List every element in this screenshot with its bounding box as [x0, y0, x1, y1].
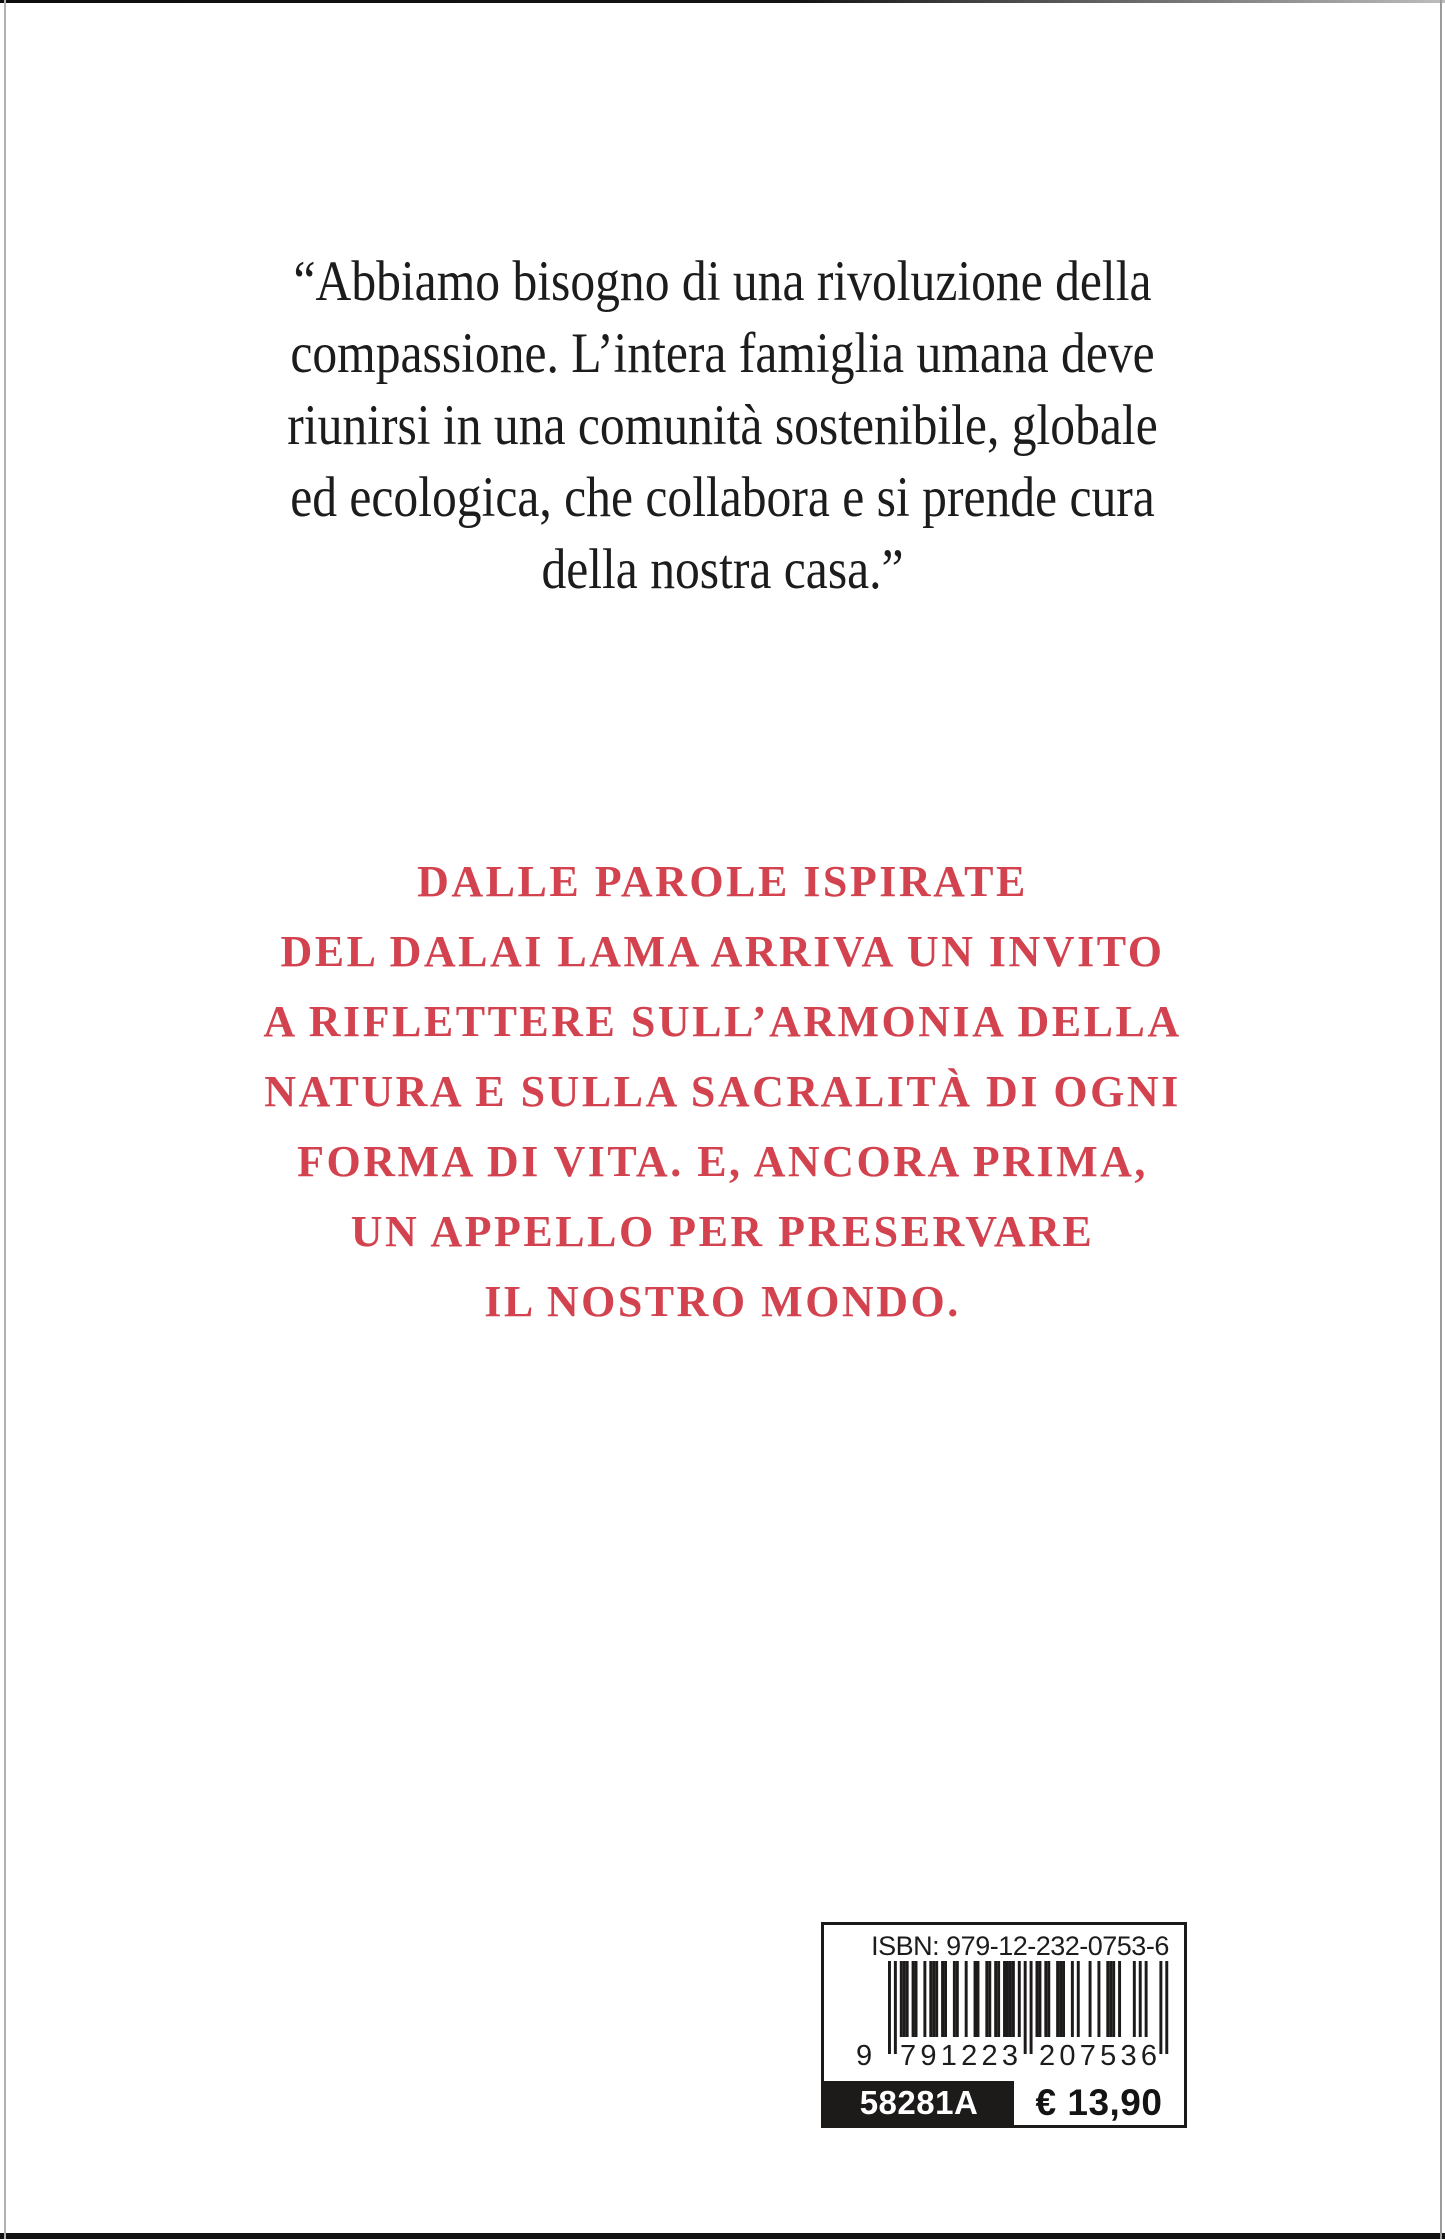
isbn-barcode-box — [821, 1922, 1187, 2128]
quote-line: della nostra casa.” — [541, 538, 904, 601]
price-band — [824, 2081, 1184, 2125]
promo-line: A RIFLETTERE SULL’ARMONIA DELLA — [263, 997, 1182, 1046]
barcode-digits-right: 207536 — [1039, 2040, 1157, 2069]
quote-line: riunirsi in una comunità sostenibile, globale — [287, 394, 1158, 457]
scan-edge-bottom — [0, 2233, 1445, 2239]
cover-quote — [94, 246, 1351, 606]
isbn-label: ISBN: 979-12-232-0753-6 — [871, 1931, 1169, 1961]
ean13-barcode — [850, 1961, 1180, 2069]
quote-line: compassione. L’intera famiglia umana deve — [290, 322, 1155, 385]
quote-line: “Abbiamo bisogno di una rivoluzione della — [293, 250, 1152, 313]
barcode-digits-left: 791223 — [900, 2040, 1018, 2069]
promo-text — [0, 847, 1445, 1337]
barcode-digit-prefix: 9 — [856, 2040, 873, 2069]
promo-line: FORMA DI VITA. E, ANCORA PRIMA, — [297, 1137, 1148, 1186]
promo-line: NATURA E SULLA SACRALITÀ DI OGNI — [264, 1067, 1181, 1116]
scan-edge-top — [0, 0, 1445, 3]
promo-line: DEL DALAI LAMA ARRIVA UN INVITO — [280, 927, 1165, 976]
promo-line: UN APPELLO PER PRESERVARE — [350, 1207, 1095, 1256]
promo-line: DALLE PAROLE ISPIRATE — [417, 857, 1028, 906]
edition-code-badge: 58281A — [824, 2081, 1014, 2125]
promo-line: IL NOSTRO MONDO. — [484, 1277, 961, 1326]
quote-line: ed ecologica, che collabora e si prende cura — [290, 466, 1155, 529]
price-label: € 13,90 — [1014, 2081, 1184, 2125]
